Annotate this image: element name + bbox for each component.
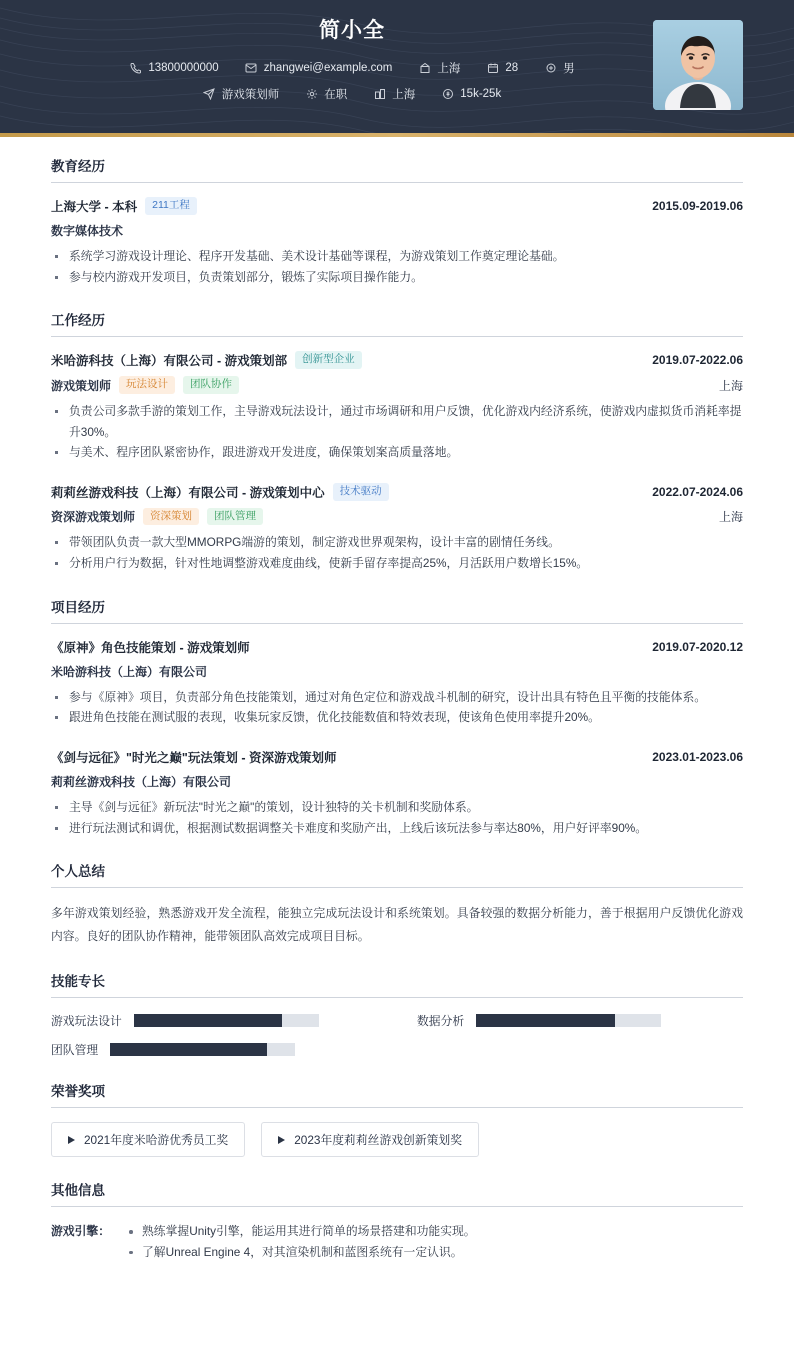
work-bullets [51,532,743,573]
contact-row [0,60,704,76]
skills-grid [51,1012,743,1058]
calendar-icon [486,62,499,75]
meta-city [373,86,415,102]
list-item: 负责公司多款手游的策划工作，主导游戏玩法设计，通过市场调研和用户反馈，优化游戏内经济系统，使游戏内虚拟货币消耗率提升30%。 [51,401,743,442]
work-company: 米哈游科技（上海）有限公司 - 游戏策划部 [51,354,288,369]
skill-item [51,1012,377,1029]
contact-age [486,62,518,75]
work-company-tag: 创新型企业 [295,351,362,369]
meta-status-text: 在职 [324,89,348,101]
meta-salary [441,88,501,101]
resume-header [0,0,794,133]
meta-row [0,86,704,102]
list-item: 参与《原神》项目，负责部分角色技能策划，通过对角色定位和游戏战斗机制的研究，设计出具有特色且平衡的技能体系。 [51,687,743,708]
section-skills [51,970,743,1058]
award-label: 2023年度莉莉丝游戏创新策划奖 [294,1133,463,1148]
work-role-tag: 团队协作 [183,376,239,394]
work-entry [51,483,743,574]
education-tag: 211工程 [145,197,197,215]
skill-name: 团队管理 [51,1043,99,1058]
project-entry [51,638,743,728]
other-info-list [120,1221,743,1262]
section-title-work: 工作经历 [51,309,743,337]
work-role-tag: 团队管理 [207,508,263,526]
section-title-other: 其他信息 [51,1179,743,1207]
list-item: 了解Unreal Engine 4，对其渲染机制和蓝图系统有一定认识。 [120,1242,743,1263]
contact-phone-text: 13800000000 [148,62,219,74]
work-date: 2019.07-2022.06 [652,353,743,368]
gender-icon [544,62,557,75]
skill-item [51,1041,377,1058]
project-bullets [51,687,743,728]
section-title-projects: 项目经历 [51,596,743,624]
skill-bar [476,1014,661,1027]
list-item: 系统学习游戏设计理论、程序开发基础、美术设计基础等课程，为游戏策划工作奠定理论基础。 [51,246,743,267]
award-item[interactable] [51,1122,245,1157]
work-bullets [51,401,743,463]
section-title-skills: 技能专长 [51,970,743,998]
skill-bar-fill [110,1043,267,1056]
work-role-tag: 玩法设计 [119,376,175,394]
list-item: 跟进角色技能在测试服的表现，收集玩家反馈，优化技能数值和特效表现，使该角色使用率提升20%。 [51,707,743,728]
skill-name: 数据分析 [417,1014,465,1029]
work-role-tag: 资深策划 [143,508,199,526]
work-location: 上海 [718,510,743,525]
work-role: 资深游戏策划师 [51,510,136,525]
skill-bar-fill [476,1014,615,1027]
summary-text: 多年游戏策划经验，熟悉游戏开发全流程，能独立完成玩法设计和系统策划。具备较强的数据分析能力，善于根据用户反馈优化游戏内容。良好的团队协作精神，能带领团队高效完成项目目标。 [51,906,743,944]
project-date: 2023.01-2023.06 [652,750,743,765]
project-entry-header [51,748,743,766]
meta-salary-text: 15k-25k [460,88,502,100]
project-company: 米哈游科技（上海）有限公司 [51,664,208,679]
award-item[interactable] [261,1122,479,1157]
list-item: 主导《剑与远征》新玩法"时光之巅"的策划，设计独特的关卡机制和奖励体系。 [51,797,743,818]
salary-icon [441,88,454,101]
project-entry [51,748,743,838]
meta-status [305,86,347,102]
resume-body [0,137,794,1293]
list-item: 带领团队负责一款大型MMORPG端游的策划，制定游戏世界观架构，设计丰富的剧情任务线。 [51,532,743,553]
list-item: 进行玩法测试和调优，根据测试数据调整关卡难度和奖励产出，上线后该玩法参与率达80%，用户好评率90%。 [51,818,743,839]
education-date: 2015.09-2019.06 [652,199,743,213]
section-awards [51,1080,743,1157]
meta-position [203,86,280,102]
skill-item [417,1012,743,1029]
contact-age-text: 28 [505,62,519,74]
page-title: 简小全 [319,19,385,42]
list-item: 分析用户行为数据，针对性地调整游戏难度曲线，使新手留存率提高25%，月活跃用户数增长15%。 [51,553,743,574]
contact-email [245,62,393,75]
skill-bar [110,1043,295,1056]
avatar [653,20,743,110]
location-icon [418,62,431,75]
project-bullets [51,797,743,838]
education-major: 数字媒体技术 [51,224,124,238]
section-title-education: 教育经历 [51,155,743,183]
project-company: 莉莉丝游戏科技（上海）有限公司 [51,775,232,790]
work-date: 2022.07-2024.06 [652,484,743,499]
work-role: 游戏策划师 [51,378,112,393]
section-work [51,309,743,573]
section-other [51,1179,743,1262]
education-entry-header [51,197,743,215]
project-entry-header [51,638,743,656]
work-role-row [51,508,743,526]
list-item: 与美术、程序团队紧密协作，跟进游戏开发进度，确保策划案高质量落地。 [51,442,743,463]
work-entry [51,351,743,463]
contact-location [418,60,460,76]
work-location: 上海 [718,378,743,393]
contact-gender-text: 男 [563,63,575,75]
meta-position-text: 游戏策划师 [221,89,280,101]
work-company-tag: 技术驱动 [333,483,389,501]
awards-list [51,1122,743,1157]
contact-gender [544,60,575,76]
section-education [51,155,743,287]
project-name: 《剑与远征》"时光之巅"玩法策划 - 资深游戏策划师 [51,751,337,766]
phone-icon [129,62,142,75]
city-icon [373,88,386,101]
contact-email-text: zhangwei@example.com [263,62,393,74]
play-triangle-icon [278,1136,285,1144]
work-entry-header [51,351,743,369]
send-icon [203,88,216,101]
section-title-awards: 荣誉奖项 [51,1080,743,1108]
other-info-label: 游戏引擎： [51,1224,110,1239]
work-entry-header [51,483,743,501]
contact-location-text: 上海 [437,63,461,75]
section-projects [51,596,743,839]
other-info-row [51,1221,743,1262]
contact-phone [129,62,218,75]
education-entry [51,197,743,287]
work-company: 莉莉丝游戏科技（上海）有限公司 - 游戏策划中心 [51,485,325,500]
status-icon [305,88,318,101]
mail-icon [245,62,258,75]
skill-name: 游戏玩法设计 [51,1014,122,1029]
work-role-row [51,376,743,394]
section-title-summary: 个人总结 [51,860,743,888]
project-name: 《原神》角色技能策划 - 游戏策划师 [51,640,250,655]
education-school: 上海大学 - 本科 [51,200,138,214]
education-bullets [51,246,743,287]
play-triangle-icon [68,1136,75,1144]
award-label: 2021年度米哈游优秀员工奖 [84,1133,229,1148]
list-item: 参与校内游戏开发项目，负责策划部分，锻炼了实际项目操作能力。 [51,267,743,288]
skill-bar [134,1014,319,1027]
section-summary [51,860,743,948]
skill-bar-fill [134,1014,282,1027]
list-item: 熟练掌握Unity引擎，能运用其进行简单的场景搭建和功能实现。 [120,1221,743,1242]
meta-city-text: 上海 [392,89,416,101]
project-date: 2019.07-2020.12 [652,639,743,654]
